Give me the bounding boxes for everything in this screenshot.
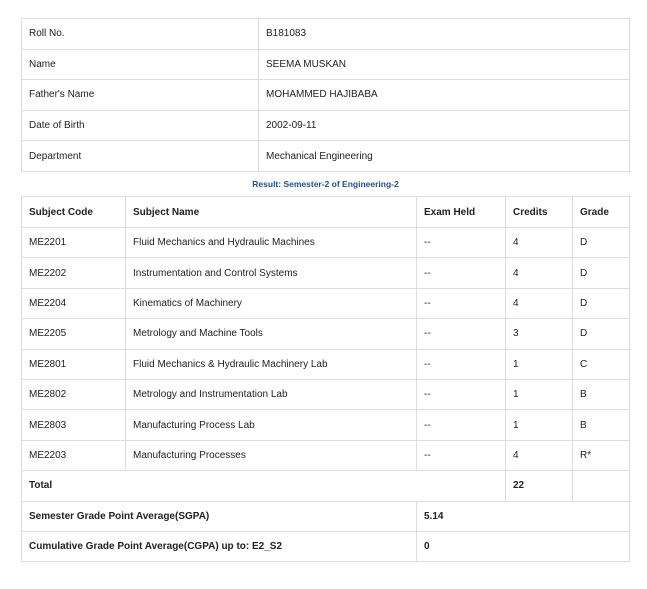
student-info-table	[21, 18, 630, 172]
subject-name: Metrology and Instrumentation Lab	[126, 379, 417, 409]
subject-code: ME2201	[22, 228, 126, 258]
grade: B	[573, 379, 630, 409]
info-label: Department	[22, 141, 259, 172]
sgpa-label: Semester Grade Point Average(SGPA)	[22, 501, 417, 531]
sgpa-row	[22, 501, 630, 531]
info-label: Name	[22, 49, 259, 80]
credits: 4	[506, 258, 573, 288]
total-label: Total	[22, 471, 506, 501]
info-value: SEEMA MUSKAN	[259, 49, 630, 80]
info-row-roll-no	[22, 19, 630, 50]
grade: D	[573, 228, 630, 258]
cgpa-label: Cumulative Grade Point Average(CGPA) up to: E2_S2	[22, 531, 417, 561]
credits: 4	[506, 440, 573, 470]
table-row	[22, 349, 630, 379]
sgpa-value: 5.14	[417, 501, 630, 531]
subject-code: ME2204	[22, 288, 126, 318]
credits: 4	[506, 288, 573, 318]
column-header-grade: Grade	[573, 197, 630, 228]
exam-held: --	[417, 228, 506, 258]
info-label: Roll No.	[22, 19, 259, 50]
exam-held: --	[417, 379, 506, 409]
table-row	[22, 440, 630, 470]
column-header-subject-name: Subject Name	[126, 197, 417, 228]
subject-name: Manufacturing Process Lab	[126, 410, 417, 440]
subject-name: Metrology and Machine Tools	[126, 319, 417, 349]
subject-name: Instrumentation and Control Systems	[126, 258, 417, 288]
column-header-subject-code: Subject Code	[22, 197, 126, 228]
credits: 3	[506, 319, 573, 349]
info-value: B181083	[259, 19, 630, 50]
subject-name: Kinematics of Machinery	[126, 288, 417, 318]
table-row	[22, 319, 630, 349]
exam-held: --	[417, 410, 506, 440]
grade: D	[573, 319, 630, 349]
total-credits: 22	[506, 471, 573, 501]
table-row	[22, 379, 630, 409]
credits: 4	[506, 228, 573, 258]
result-title: Result: Semester-2 of Engineering-2	[252, 179, 399, 189]
grade: B	[573, 410, 630, 440]
grades-header-row	[22, 197, 630, 228]
table-row	[22, 228, 630, 258]
info-row-date-of-birth	[22, 110, 630, 141]
column-header-exam-held: Exam Held	[417, 197, 506, 228]
exam-held: --	[417, 349, 506, 379]
info-row-fathers-name	[22, 80, 630, 111]
info-row-name	[22, 49, 630, 80]
grade: R*	[573, 440, 630, 470]
cgpa-row	[22, 531, 630, 561]
subject-code: ME2203	[22, 440, 126, 470]
exam-held: --	[417, 319, 506, 349]
total-row	[22, 471, 630, 501]
subject-code: ME2202	[22, 258, 126, 288]
grade: C	[573, 349, 630, 379]
grade: D	[573, 288, 630, 318]
subject-name: Fluid Mechanics and Hydraulic Machines	[126, 228, 417, 258]
grades-table	[21, 196, 630, 562]
subject-code: ME2803	[22, 410, 126, 440]
credits: 1	[506, 349, 573, 379]
credits: 1	[506, 410, 573, 440]
info-value: MOHAMMED HAJIBABA	[259, 80, 630, 111]
subject-code: ME2801	[22, 349, 126, 379]
info-value: 2002-09-11	[259, 110, 630, 141]
table-row	[22, 288, 630, 318]
cgpa-value: 0	[417, 531, 630, 561]
subject-name: Fluid Mechanics & Hydraulic Machinery Lab	[126, 349, 417, 379]
credits: 1	[506, 379, 573, 409]
exam-held: --	[417, 258, 506, 288]
table-row	[22, 258, 630, 288]
info-label: Father's Name	[22, 80, 259, 111]
table-row	[22, 410, 630, 440]
subject-code: ME2205	[22, 319, 126, 349]
info-value: Mechanical Engineering	[259, 141, 630, 172]
grade: D	[573, 258, 630, 288]
exam-held: --	[417, 288, 506, 318]
info-label: Date of Birth	[22, 110, 259, 141]
info-row-department	[22, 141, 630, 172]
subject-code: ME2802	[22, 379, 126, 409]
total-grade-empty	[573, 471, 630, 501]
column-header-credits: Credits	[506, 197, 573, 228]
exam-held: --	[417, 440, 506, 470]
subject-name: Manufacturing Processes	[126, 440, 417, 470]
